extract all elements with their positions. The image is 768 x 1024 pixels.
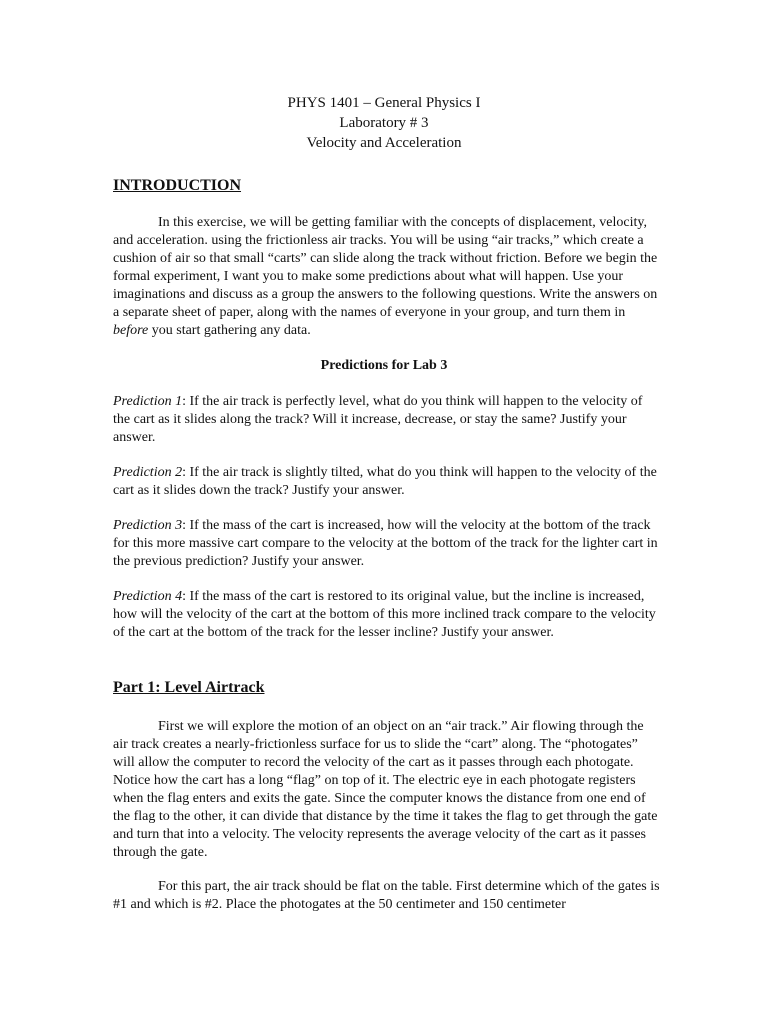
- intro-text-start: In this exercise, we will be getting familiar with the concepts of displacement, velocity, and acceleration. using the frictionless air tracks. You will be using “air tracks,” which create a cushion of air so that small “carts” can slide along the track without friction. Before we begin the formal experiment, I want you to make some predictions about what will happen. Use your imaginations and discuss as a group the answers to the following questions. Write the answers on a separate sheet of paper, along with the names of everyone in your group, and turn them in: [113, 215, 658, 320]
- course-title: PHYS 1401 – General Physics I: [287, 95, 481, 111]
- part1-paragraph-1: [113, 718, 661, 862]
- prediction-1: [113, 393, 661, 447]
- intro-paragraph: [113, 214, 661, 340]
- prediction-2: [113, 464, 661, 500]
- prediction-label: Prediction 3: [113, 518, 183, 533]
- lab-number: Laboratory # 3: [339, 115, 429, 131]
- intro-emphasis: before: [113, 323, 149, 338]
- intro-paragraph-block: [113, 214, 661, 340]
- document-header: [0, 93, 768, 153]
- intro-heading: INTRODUCTION: [113, 177, 242, 194]
- predictions-title: Predictions for Lab 3: [320, 358, 448, 373]
- prediction-text: : If the air track is perfectly level, what do you think will happen to the velocity of the cart as it slides along the track? Will it increase, decrease, or stay the same? Justify your answer.: [113, 394, 643, 445]
- part1-text-2: For this part, the air track should be flat on the table. First determine which of the gates is #1 and which is #2. Place the photogates at the 50 centimeter and 150 centimeter: [113, 879, 660, 912]
- prediction-text: : If the air track is slightly tilted, what do you think will happen to the velocity of the cart as it slides down the track? Justify your answer.: [113, 465, 657, 498]
- intro-text-end: you start gathering any data.: [148, 323, 311, 338]
- part1-heading: Part 1: Level Airtrack: [113, 679, 265, 696]
- prediction-3: [113, 517, 661, 571]
- part1-text-1: First we will explore the motion of an object on an “air track.” Air flowing through the air track creates a nearly-frictionless surface for us to slide the “cart” along. The “photogates” will allow the computer to record the velocity of the cart as it passes through each photogate. Notice how the cart has a long “flag” on top of it. The electric eye in each photogate registers when the flag enters and exits the gate. Since the computer knows the distance from one end of the flag to the other, it can divide that distance by the time it takes the flag to get through the gate and turn that into a velocity. The velocity represents the average velocity of the cart as it passes through the gate.: [113, 719, 658, 860]
- prediction-text: : If the mass of the cart is restored to its original value, but the incline is increased, how will the velocity of the cart at the bottom of this more inclined track compare to the velocity of the cart at the bottom of the track for the lesser incline? Justify your answer.: [113, 589, 656, 640]
- part1-paragraph-2: [113, 878, 661, 914]
- prediction-4: [113, 588, 661, 642]
- prediction-label: Prediction 1: [113, 394, 183, 409]
- prediction-text: : If the mass of the cart is increased, how will the velocity at the bottom of the track for this more massive cart compare to the velocity at the bottom of the track for the lighter cart in the previous prediction? Justify your answer.: [113, 518, 658, 569]
- lab-topic: Velocity and Acceleration: [306, 135, 462, 151]
- prediction-label: Prediction 4: [113, 589, 183, 604]
- prediction-label: Prediction 2: [113, 465, 183, 480]
